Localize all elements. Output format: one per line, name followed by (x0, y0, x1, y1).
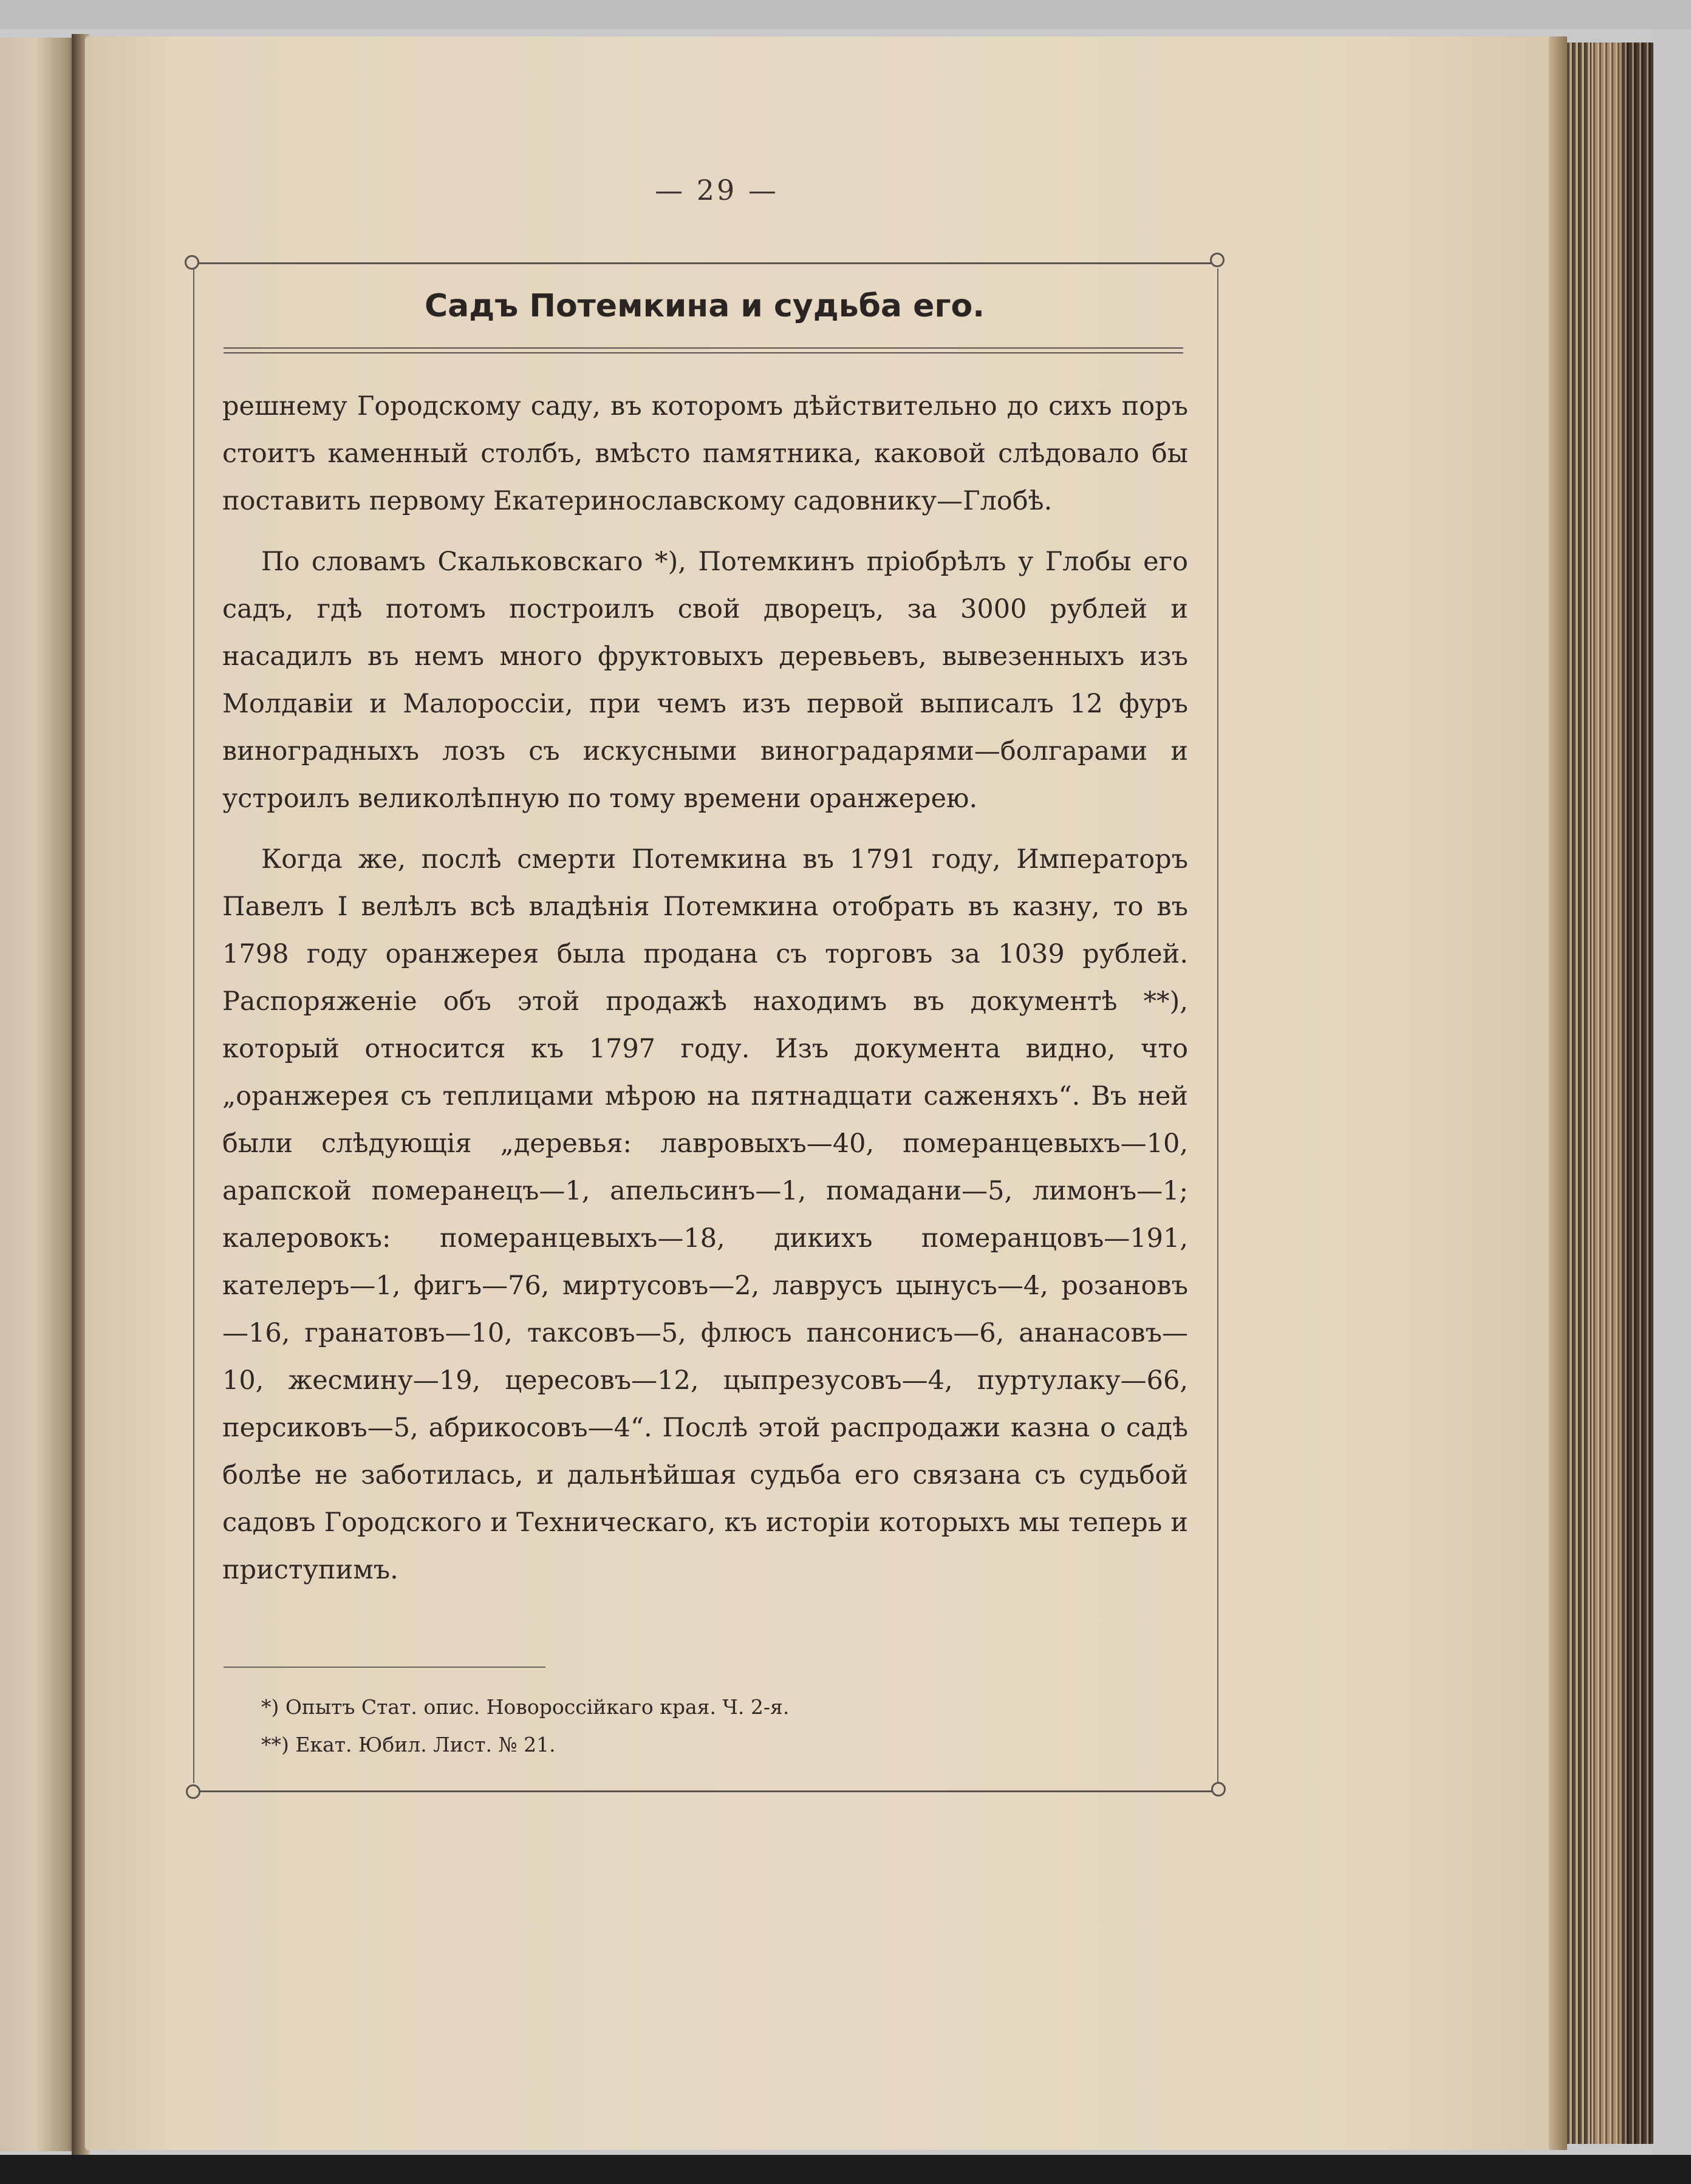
paragraph: По словамъ Скальковскаго *), Потемкинъ пріобрѣлъ у Глобы его садъ, гдѣ потомъ построилъ свой дворецъ, за 3000 рублей и насадилъ въ немъ много фруктовыхъ деревьевъ, вывезенныхъ изъ Молдавіи и Малороссіи, при чемъ изъ первой выписалъ 12 фуръ виноградныхъ лозъ съ искусными виноградарями—болгарами и устроилъ великолѣпную по тому времени оранжерею. (222, 547, 1188, 814)
heading-double-rule (224, 347, 1183, 353)
frame-corner-ornament (186, 1784, 200, 1799)
footnote: **) Екат. Юбил. Лист. № 21. (261, 1733, 556, 1756)
frame-border-right (1217, 268, 1218, 1783)
left-page-edge (0, 38, 78, 2151)
paragraph: решнему Городскому саду, въ которомъ дѣйствительно до сихъ поръ стоитъ каменный столбъ, вмѣсто памятника, каковой слѣдовало бы поставить первому Екатеринославскому садовнику—Глобѣ. (222, 391, 1188, 516)
running-heading: Садъ Потемкина и судьба его. (425, 288, 985, 324)
paragraph: Когда же, послѣ смерти Потемкина въ 1791 году, Императоръ Павелъ I велѣлъ всѣ владѣнія Потемкина отобрать въ казну, то въ 1798 году оранжерея была продана съ торговъ за 1039 рублей. Распоряженіе объ этой продажѣ находимъ въ документѣ **), который относится къ 1797 году. Изъ документа видно, что „оранжерея съ теплицами мѣрою на пятнадцати саженяхъ“. Въ ней были слѣдующія „деревья: лавровыхъ—40, померанцевыхъ—10, арапской померанецъ—1, апельсинъ—1, помадани—5, лимонъ—1; калеровокъ: померанцевыхъ—18, дикихъ померанцовъ—191, кателеръ—1, фигъ—76, миртусовъ—2, лаврусъ цынусъ—4, розановъ—16, гранатовъ—10, таксовъ—5, флюсъ пансонисъ—6, ананасовъ—10, жесмину—19, цересовъ—12, цыпрезусовъ—4, пуртулаку—66, персиковъ—5, абрикосовъ—4“. Послѣ этой распродажи казна о садѣ болѣе не заботилась, и дальнѣйшая судьба его связана съ судьбой садовъ Городского и Техническаго, къ исторіи которыхъ мы теперь и приступимъ. (222, 844, 1188, 1585)
page-number: — 29 — (655, 174, 779, 206)
frame-border-top (193, 262, 1218, 264)
body-text (222, 383, 1188, 1607)
page-right-edge (1549, 36, 1567, 2150)
page-stack-edge (1567, 43, 1591, 2144)
page-stack-edge (1622, 43, 1653, 2144)
footnote: *) Опытъ Стат. опис. Новороссійкаго края. Ч. 2-я. (261, 1695, 790, 1719)
page-stack-edge (1591, 43, 1622, 2144)
scan-background-bottom (0, 2155, 1691, 2184)
frame-border-left (193, 268, 194, 1783)
footnote-separator (224, 1667, 545, 1668)
scan-background-top (0, 0, 1691, 29)
frame-corner-ornament (1210, 253, 1225, 267)
frame-corner-ornament (185, 255, 199, 270)
frame-border-bottom (193, 1790, 1218, 1792)
scan-background-right (1653, 29, 1691, 2155)
footnotes (261, 1688, 1112, 1764)
frame-corner-ornament (1211, 1782, 1226, 1797)
